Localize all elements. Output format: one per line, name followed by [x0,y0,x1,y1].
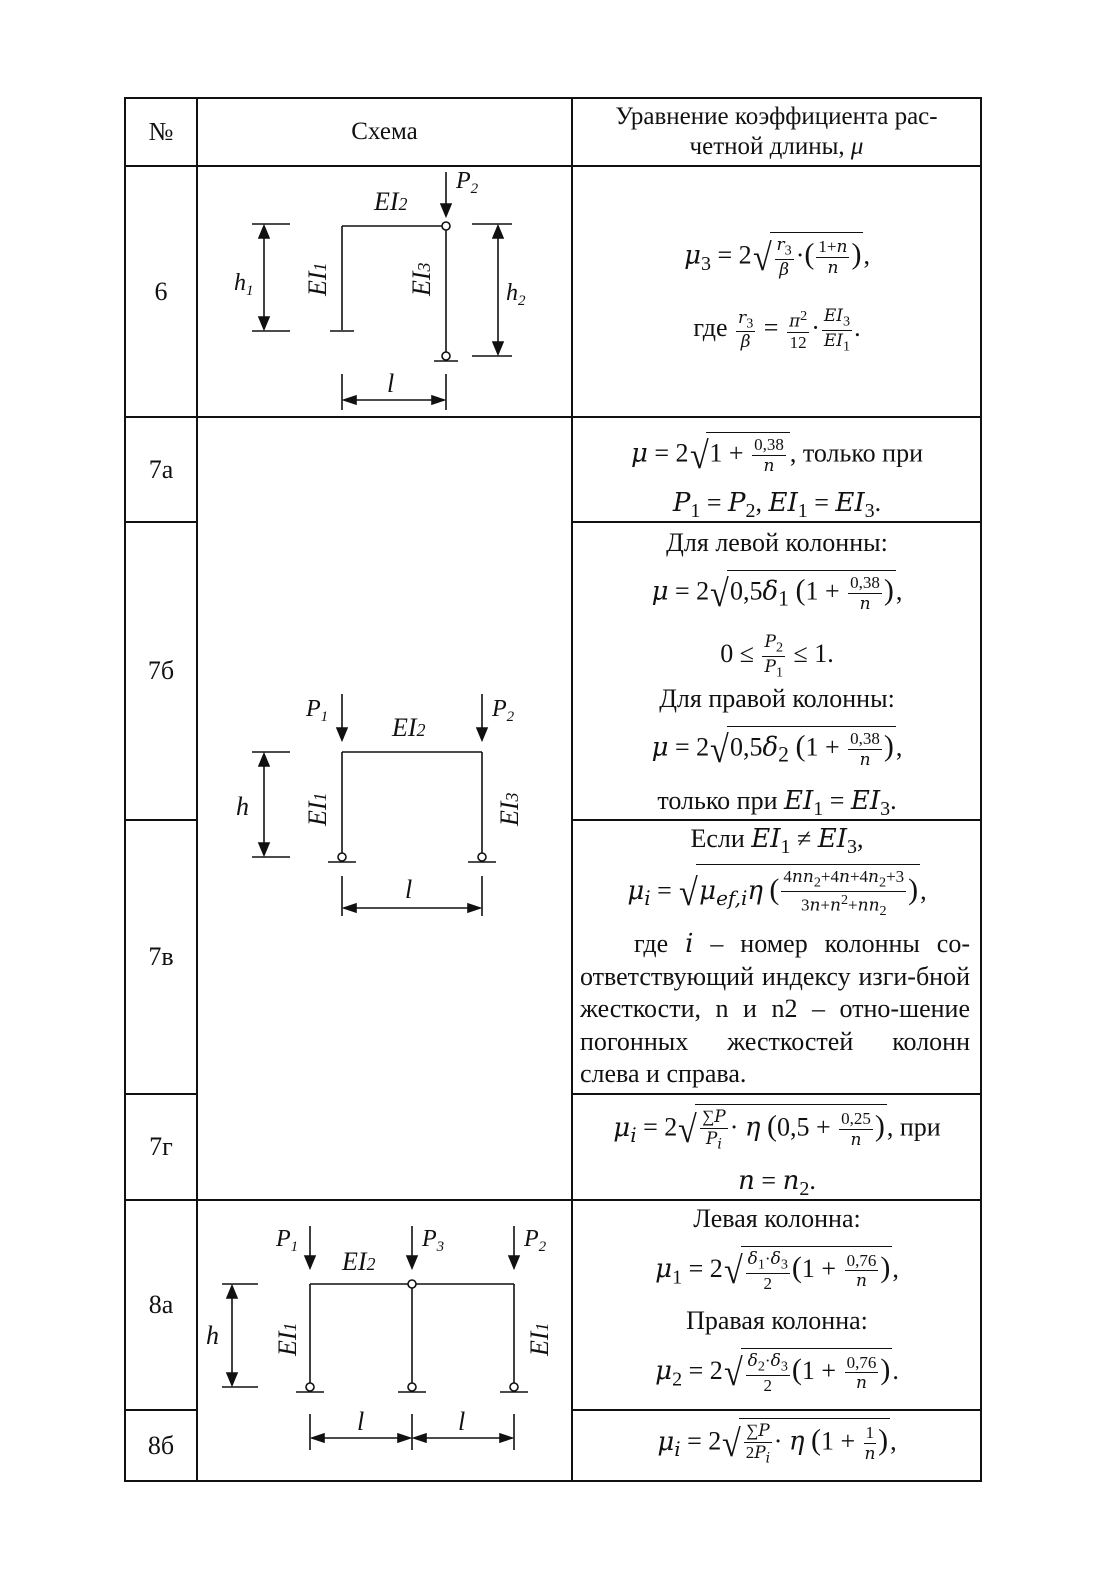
label-l: l [458,1407,466,1436]
label-ei1: EI1 [303,792,332,826]
label-ei3: EI3 [495,792,524,826]
formula-7g: $\mu_i = 2√$ $\frac{\sum P}{P_i}$ · η (0,5 + $\frac{0,25}{n}$ ), при [572,1104,982,1152]
label-ei3: EI3 [407,262,436,296]
formula-7a-cond: $P_1 = P_2$, $EI_1 = EI_3$. [672,488,882,523]
label-l: l [357,1407,365,1436]
header-schema: Схема [351,118,418,145]
label-p1: $P_1$ [276,1226,299,1255]
formula-7b-range: 0 ≤ $\frac{P_2}{P_1}$ ≤ 1. [720,632,834,681]
formula-8a-left: $\mu_1 = 2√$ $\frac{\delta_1\cdot\delta_3}{2}$ (1 + $\frac{0,76}{n}$ ), [572,1246,982,1293]
formula-7b-right-title: Для правой колонны: [659,684,895,713]
row-num: 7б [147,656,175,685]
formula-7a: μ = 2√1 + $\frac{0,38}{n}$ , только при [572,432,982,478]
formula-6-where: где $\frac{r_3}{\beta}$ = $\frac{\pi^2}{12}$ · $\frac{EI_3}{EI_1}$ . [693,306,861,355]
label-p2: $P_2$ [492,696,515,725]
label-ei1: EI1 [303,262,332,296]
formula-6-mu3: $\mu_3 = 2√$ $\frac{r_3}{\beta}$ ·( $\frac{1+n}{n}$ ), [572,232,982,280]
formula-7b-left-title: Для левой колонны: [666,528,888,557]
label-p3: $P_3$ [422,1226,445,1255]
scheme-7 [252,694,496,916]
formula-7v-desc: где i – номер колонны со-ответствующий индексу изги-бной жесткости, n и n2 – отно-шение погонных жесткостей колонн слева и справа. [580,929,970,1088]
formula-8a-right-title: Правая колонна: [686,1306,868,1335]
formula-8a-right: $\mu_2 = 2√$ $\frac{\delta_2\cdot\delta_3}{2}$ (1 + $\frac{0,76}{n}$ ). [572,1348,982,1395]
row-num: 7в [148,942,174,971]
label-h1: $h_1$ [234,270,254,299]
formula-8a-left-title: Левая колонна: [693,1204,861,1233]
formula-7b-right: $\mu = 2√0,5\delta_2$ (1 + $\frac{0,38}{n}$ ), [572,726,982,772]
row-num: 7г [149,1132,173,1161]
row-num: 7а [148,454,174,484]
formula-7b-left: $\mu = 2√0,5\delta_1$ (1 + $\frac{0,38}{n}$ ), [572,570,982,616]
row-num: 8а [148,1290,174,1319]
formula-7g-cond: $n = n_2$. [738,1166,816,1201]
label-h2: $h_2$ [506,280,526,309]
header-num: № [148,117,174,146]
label-l: l [387,369,395,398]
label-h: h [236,792,249,821]
label-ei2: EI2 [342,1247,376,1276]
formula-8b: $\mu_i = 2√$ $\frac{\sum P}{2P_i}$ · η (1 + $\frac{1}{n}$ ), [572,1418,982,1466]
formula-7v-if: Если $EI_1 \ne EI_3$, [690,824,864,859]
row-num: 6 [154,276,168,306]
formula-7v: $\mu_i = √\mu_{ef,i}\eta$ ( $\frac{4nn_2+4n+4n_2+3}{3n+n^2+nn_2}$ ), [572,864,982,919]
label-ei1: EI1 [525,1322,554,1356]
label-l: l [405,875,413,904]
label-ei2: EI2 [392,713,426,742]
label-p2: $P_2$ [456,168,479,197]
formula-column [572,0,981,1586]
header-equation: Уравнение коэффициента рас- четной длины, μ [615,103,938,160]
label-ei2: EI2 [374,187,408,216]
label-p1: $P_1$ [306,696,329,725]
formula-7b-cond: только при $EI_1 = EI_3$. [657,786,897,821]
label-p2: $P_2$ [524,1226,547,1255]
label-ei1: EI1 [273,1322,302,1356]
label-h: h [206,1321,219,1350]
row-num: 8б [147,1430,175,1460]
